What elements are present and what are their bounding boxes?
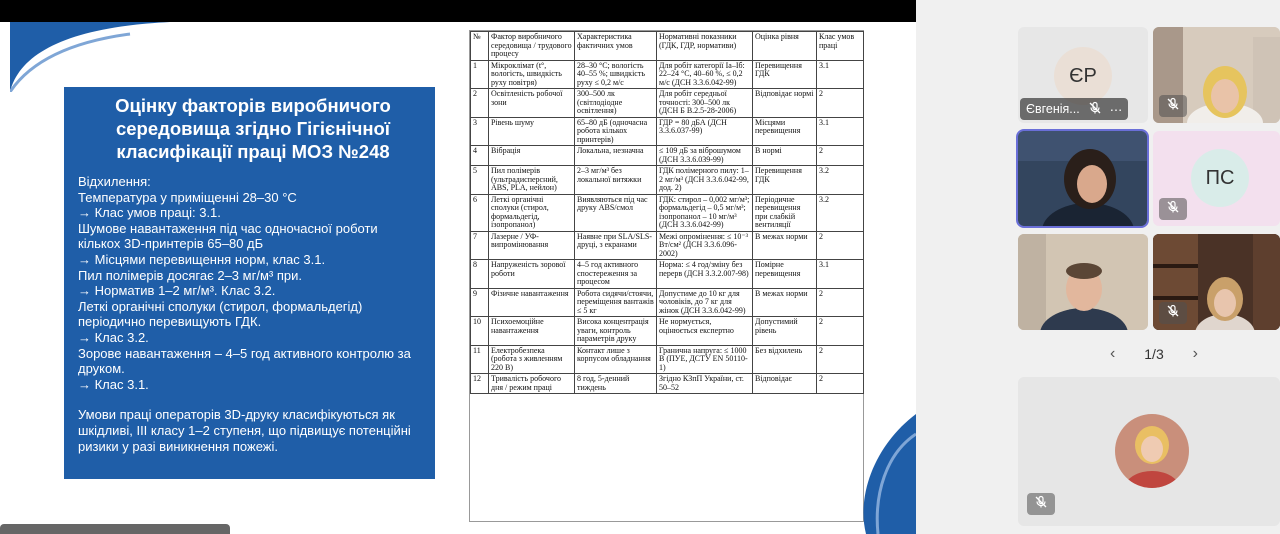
table-header-cell: Нормативні показники (ГДК, ГДР, нормативи) xyxy=(657,32,753,61)
table-cell: ГДК полімерного пилу: 1–2 мг/м³ (ДСН 3.3.6.042-99, дод. 2) xyxy=(657,166,753,195)
table-cell: Лазерне / УФ-випромінювання xyxy=(489,231,575,260)
participant-tile[interactable] xyxy=(1153,234,1280,330)
table-row xyxy=(471,317,864,346)
table-cell: В межах норми xyxy=(753,288,817,317)
table-header-cell: Оцінка рівня xyxy=(753,32,817,61)
table-cell: Висока концентрація уваги, контроль параметрів друку xyxy=(575,317,657,346)
page-indicator: 1/3 xyxy=(1144,346,1164,362)
table-cell: Допустимий рівень xyxy=(753,317,817,346)
table-cell: ≤ 109 дБ за віброшумом (ДСН 3.3.6.039-99) xyxy=(657,146,753,166)
table-cell: Для робіт категорії Іа–Іб: 22–24 °С, 40–60 %, ≤ 0,2 м/с (ДСН 3.3.6.042-99) xyxy=(657,60,753,89)
table-cell: 1 xyxy=(471,60,489,89)
table-header-cell: Клас умов праці xyxy=(817,32,864,61)
shared-screen-top-bar xyxy=(0,0,916,22)
table-cell: 300–500 лк (світлодіодне освітлення) xyxy=(575,89,657,118)
table-cell: 2 xyxy=(817,89,864,118)
table-cell: 2 xyxy=(471,89,489,118)
participants-pager xyxy=(1110,343,1198,365)
table-cell: 11 xyxy=(471,345,489,374)
participant-tile-active[interactable] xyxy=(1018,131,1147,226)
table-cell: 2 xyxy=(817,146,864,166)
participant-tile[interactable] xyxy=(1018,27,1148,123)
table-cell: 65–80 дБ (одночасна робота кількох принтерів) xyxy=(575,117,657,146)
mic-off-icon xyxy=(1166,97,1180,116)
participant-video xyxy=(1018,131,1147,226)
mic-off-indicator xyxy=(1159,302,1187,324)
table-cell: 2 xyxy=(817,288,864,317)
table-header-cell: № xyxy=(471,32,489,61)
table-cell: Помірне перевищення xyxy=(753,260,817,289)
table-cell: 3.1 xyxy=(817,117,864,146)
table-header-cell: Характеристика фактичних умов xyxy=(575,32,657,61)
table-cell: Відповідає xyxy=(753,374,817,394)
table-cell: 28–30 °С; вологість 40–55 %; швидкість руху ≤ 0,2 м/с xyxy=(575,60,657,89)
slide-body-line: → Клас 3.1. xyxy=(78,376,149,392)
table-cell: Електробезпека (робота з живленням 220 В) xyxy=(489,345,575,374)
table-cell: ГДК: стирол – 0,002 мг/м³; формальдегід – 0,5 мг/м³; ізопропанол – 10 мг/м³ (ДСН 3.3.6.042-99) xyxy=(657,194,753,231)
participant-name: Євгенія... xyxy=(1026,102,1080,116)
table-cell: Місцями перевищення xyxy=(753,117,817,146)
table-cell: Не нормується, оцінюється експертно xyxy=(657,317,753,346)
table-cell: Робота сидячи/стоячи, переміщення вантажів ≤ 5 кг xyxy=(575,288,657,317)
table-cell: 3.2 xyxy=(817,166,864,195)
slide-decorative-corner xyxy=(856,414,916,534)
participant-video xyxy=(1018,234,1148,330)
table-cell: В межах норми xyxy=(753,231,817,260)
more-options-icon[interactable]: ⋯ xyxy=(1109,102,1123,117)
factors-table-image xyxy=(469,30,864,522)
table-cell: 3.2 xyxy=(817,194,864,231)
participant-initials: ЄР xyxy=(1069,64,1097,87)
slide-decorative-wave xyxy=(10,22,170,92)
table-cell: Норма: ≤ 4 год/зміну без перерв (ДСН 3.3.2.007-98) xyxy=(657,260,753,289)
participant-initials: ПС xyxy=(1205,166,1235,189)
self-view-tile[interactable] xyxy=(1018,377,1280,526)
table-cell: 2 xyxy=(817,317,864,346)
table-cell: Періодичне перевищення при слабкій вентиляції xyxy=(753,194,817,231)
table-cell: Локальна, незначна xyxy=(575,146,657,166)
slide-body-box xyxy=(64,170,435,479)
table-cell: Освітленість робочої зони xyxy=(489,89,575,118)
slide-title-box xyxy=(64,87,435,170)
table-cell: 3.1 xyxy=(817,60,864,89)
table-cell: Пил полімерів (ультрадисперсний, ABS, PLA, нейлон) xyxy=(489,166,575,195)
table-cell: 2 xyxy=(817,374,864,394)
table-cell: Тривалість робочого дня / режим праці xyxy=(489,374,575,394)
participant-avatar xyxy=(1054,47,1112,105)
previous-page-button[interactable]: ‹ xyxy=(1110,345,1116,362)
table-cell: 2 xyxy=(817,231,864,260)
participant-name-bar xyxy=(1020,98,1128,120)
factors-table xyxy=(470,31,864,394)
table-row xyxy=(471,117,864,146)
slide-body-line: Температура у приміщенні 28–30 °С xyxy=(78,189,297,205)
table-cell: 3 xyxy=(471,117,489,146)
table-row xyxy=(471,260,864,289)
table-cell: Межі опромінення: ≤ 10⁻³ Вт/см² (ДСН 3.3.6.096-2002) xyxy=(657,231,753,260)
table-row xyxy=(471,288,864,317)
table-cell: Перевищення ГДК xyxy=(753,60,817,89)
mic-off-icon xyxy=(1166,200,1180,219)
slide-body-line: Відхилення: xyxy=(78,174,151,189)
table-cell: В нормі xyxy=(753,146,817,166)
table-cell: Напруженість зорової роботи xyxy=(489,260,575,289)
participant-tile[interactable] xyxy=(1018,234,1148,330)
table-cell: 5 xyxy=(471,166,489,195)
slide-conclusion: Умови праці операторів 3D-друку класифікуються як шкідливі, ІІІ класу 1–2 ступеня, що підвищує потенційні ризики у разі виникнення пожежі. xyxy=(78,407,415,454)
table-cell: 4–5 год активного спостереження за процесом xyxy=(575,260,657,289)
table-cell: 6 xyxy=(471,194,489,231)
participant-tile[interactable] xyxy=(1153,27,1280,123)
table-cell: Контакт лише з корпусом обладнання xyxy=(575,345,657,374)
table-cell: Психоемоційне навантаження xyxy=(489,317,575,346)
slide-body-line: → Місцями перевищення норм, клас 3.1. xyxy=(78,251,326,267)
table-cell: Перевищення ГДК xyxy=(753,166,817,195)
table-cell: Для робіт середньої точності: 300–500 лк (ДСН Б В.2.5-28-2006) xyxy=(657,89,753,118)
mic-off-indicator xyxy=(1159,198,1187,220)
slide-body-line: → Клас 3.2. xyxy=(78,329,149,345)
table-row xyxy=(471,231,864,260)
table-cell: Згідно КЗпП України, ст. 50–52 xyxy=(657,374,753,394)
table-cell: Леткі органічні сполуки (стирол, формальдегід, ізопропанол) xyxy=(489,194,575,231)
table-row xyxy=(471,60,864,89)
table-cell: Без відхилень xyxy=(753,345,817,374)
table-cell: Виявляються під час друку ABS/смол xyxy=(575,194,657,231)
slide-body-line: → Норматив 1–2 мг/м³. Клас 3.2. xyxy=(78,283,276,299)
slide-body-line: → Клас умов праці: 3.1. xyxy=(78,205,221,221)
slide-body-line: Зорове навантаження – 4–5 год активного контролю за друком. xyxy=(78,345,415,377)
table-cell: Гранична напруга: ≤ 1000 В (ПУЕ, ДСТУ EN 50110-1) xyxy=(657,345,753,374)
table-cell: 4 xyxy=(471,146,489,166)
mic-off-indicator xyxy=(1159,95,1187,117)
participant-avatar xyxy=(1191,149,1249,207)
next-page-button[interactable]: › xyxy=(1192,345,1198,362)
table-row xyxy=(471,166,864,195)
slide-body-line: Леткі органічні сполуки (стирол, формальдегід) періодично перевищують ГДК. xyxy=(78,298,366,330)
table-cell: Мікроклімат (t°, вологість, швидкість руху повітря) xyxy=(489,60,575,89)
table-cell: Рівень шуму xyxy=(489,117,575,146)
table-header-row xyxy=(471,32,864,61)
table-row xyxy=(471,345,864,374)
mic-off-icon xyxy=(1034,495,1048,514)
table-row xyxy=(471,89,864,118)
self-avatar xyxy=(1114,413,1190,489)
table-row xyxy=(471,146,864,166)
table-row xyxy=(471,194,864,231)
mic-off-icon xyxy=(1088,101,1102,118)
table-cell: 7 xyxy=(471,231,489,260)
table-header-cell: Фактор виробничого середовища / трудового процесу xyxy=(489,32,575,61)
mic-off-indicator xyxy=(1027,493,1055,515)
table-cell: Вібрація xyxy=(489,146,575,166)
table-cell: 8 xyxy=(471,260,489,289)
table-cell: Фізичне навантаження xyxy=(489,288,575,317)
table-cell: 2 xyxy=(817,345,864,374)
table-cell: 12 xyxy=(471,374,489,394)
mic-off-icon xyxy=(1166,304,1180,323)
table-cell: 8 год, 5-денний тиждень xyxy=(575,374,657,394)
table-cell: 2–3 мг/м³ без локальної витяжки xyxy=(575,166,657,195)
participant-tile[interactable] xyxy=(1153,131,1280,226)
slide-body-line: Пил полімерів досягає 2–3 мг/м³ при. xyxy=(78,267,302,283)
slide-title: Оцінку факторів виробничого середовища згідно Гігієнічної класифікації праці МОЗ №248 xyxy=(115,95,391,162)
table-cell: Відповідає нормі xyxy=(753,89,817,118)
table-cell: Допустиме до 10 кг для чоловіків, до 7 кг для жінок (ДСН 3.3.6.042-99) xyxy=(657,288,753,317)
table-cell: 3.1 xyxy=(817,260,864,289)
slide-bottom-strip xyxy=(0,524,230,534)
table-cell: 9 xyxy=(471,288,489,317)
table-cell: 10 xyxy=(471,317,489,346)
table-cell: ГДР = 80 дБА (ДСН 3.3.6.037-99) xyxy=(657,117,753,146)
table-cell: Наявне при SLA/SLS-друці, з екранами xyxy=(575,231,657,260)
table-row xyxy=(471,374,864,394)
slide-body-line: Шумове навантаження під час одночасної роботи кількох 3D-принтерів 65–80 дБ xyxy=(78,220,382,252)
